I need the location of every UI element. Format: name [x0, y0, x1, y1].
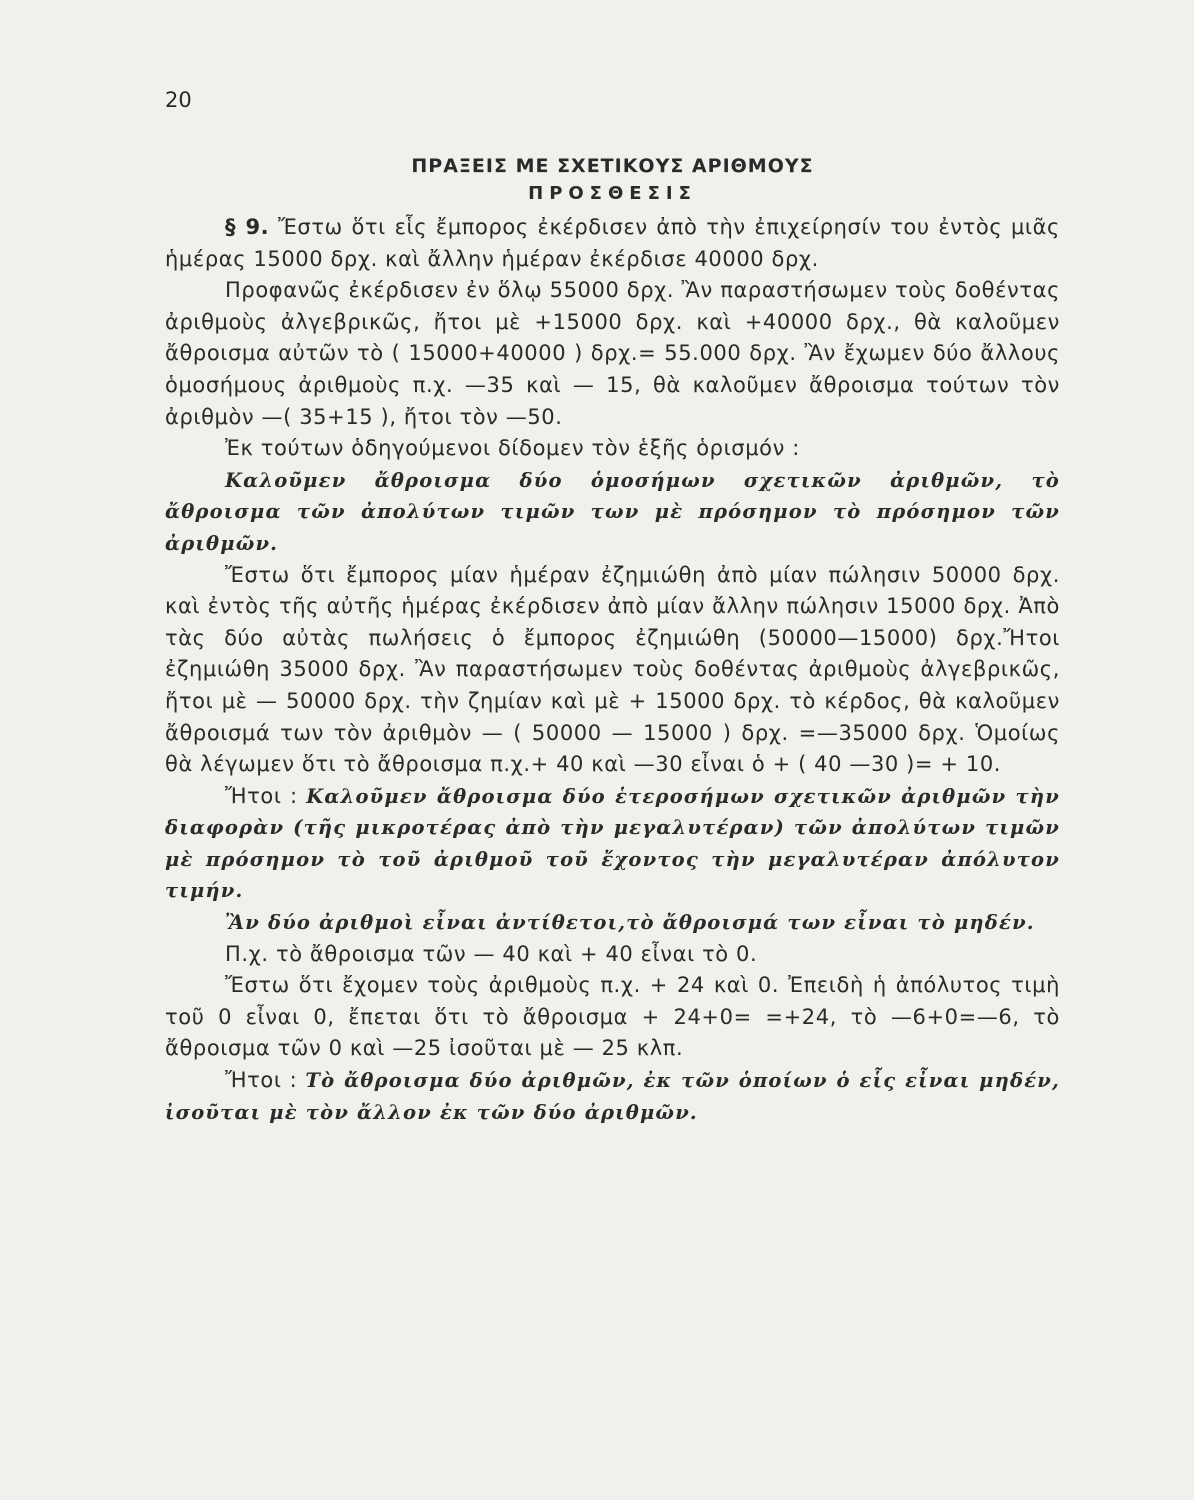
paragraph-1-text: Ἔστω ὅτι εἷς ἔμπορος ἐκέρδισεν ἀπὸ τὴν ἐπιχείρησίν του ἐντὸς μιᾶς ἡμέρας 15000 δρχ. καὶ ἄλλην ἡμέραν ἐκέρδισε 40000 δρχ.: [165, 215, 1060, 271]
paragraph-9: Ἔστω ὅτι ἔχομεν τοὺς ἀριθμοὺς π.χ. + 24 καὶ 0. Ἐπειδὴ ἡ ἀπόλυτος τιμὴ τοῦ 0 εἶναι 0, ἔπεται ὅτι τὸ ἄθροισμα + 24+0= =+24, τὸ —6+0=—6, τὸ ἄθροισμα τῶν 0 καὶ —25 ἰσοῦται μὲ — 25 κλπ.: [165, 973, 1060, 1061]
paragraph-8: Π.χ. τὸ ἄθροισμα τῶν — 40 καὶ + 40 εἶναι τὸ 0.: [225, 941, 758, 966]
section-number: § 9.: [225, 215, 270, 239]
paragraph-2: Προφανῶς ἐκέρδισεν ἐν ὅλῳ 55000 δρχ. Ἂν παραστήσωμεν τοὺς δοθέντας ἀριθμοὺς ἀλγεβρικῶς, ἤτοι μὲ +15000 δρχ. καὶ +40000 δρχ., θὰ καλοῦμεν ἄθροισμα αὐτῶν τὸ ( 15000+40000 ) δρχ.= 55.000 δρχ. Ἂν ἔχωμεν δύο ἄλλους ὁμοσήμους ἀριθμοὺς π.χ. —35 καὶ — 15, θὰ καλοῦμεν ἄθροισμα τούτων τὸν ἀριθμὸν —( 35+15 ), ἤτοι τὸν —50.: [165, 278, 1060, 429]
paragraph-10-lead: Ἤτοι :: [225, 1068, 306, 1093]
chapter-heading: ΠΡΑΞΕΙΣ ΜΕ ΣΧΕΤΙΚΟΥΣ ΑΡΙΘΜΟΥΣ: [411, 155, 814, 177]
paragraph-10: [165, 1065, 1060, 1128]
definition-opposite-sign: Καλοῦμεν ἄθροισμα δύο ἑτεροσήμων σχετικῶν ἀριθμῶν τὴν διαφορὰν (τῆς μικροτέρας ἀπὸ τὴν μεγαλυτέραν) τῶν ἀπολύτων τιμῶν μὲ πρόσημον τὸ τοῦ ἀριθμοῦ τοῦ ἔχοντος τὴν μεγαλυτέραν ἀπόλυτον τιμήν.: [165, 784, 1060, 903]
page-number: 20: [165, 88, 192, 112]
definition-zero-sum: Τὸ ἄθροισμα δύο ἀριθμῶν, ἐκ τῶν ὁποίων ὁ εἷς εἶναι μηδέν, ἰσοῦται μὲ τὸν ἄλλον ἐκ τῶν δύο ἀριθμῶν.: [165, 1069, 1060, 1124]
definition-opposites: Ἂν δύο ἀριθμοὶ εἶναι ἀντίθετοι,τὸ ἄθροισμά των εἶναι τὸ μηδέν.: [225, 911, 1035, 935]
paragraph-3: Ἐκ τούτων ὁδηγούμενοι δίδομεν τὸν ἑξῆς ὁρισμόν :: [225, 436, 800, 461]
paragraph-5: Ἔστω ὅτι ἔμπορος μίαν ἡμέραν ἐζημιώθη ἀπὸ μίαν πώλησιν 50000 δρχ. καὶ ἐντὸς τῆς αὐτῆς ἡμέρας ἐκέρδισεν ἀπὸ μίαν ἄλλην πώλησιν 15000 δρχ. Ἀπὸ τὰς δύο αὐτὰς πωλήσεις ὁ ἔμπορος ἐζημιώθη (50000—15000) δρχ.Ἤτοι ἐζημιώθη 35000 δρχ. Ἂν παραστήσωμεν τοὺς δοθέντας ἀριθμοὺς ἀλγεβρικῶς, ἤτοι μὲ — 50000 δρχ. τὴν ζημίαν καὶ μὲ + 15000 δρχ. τὸ κέρδος, θὰ καλοῦμεν ἄθροισμά των τὸν ἀριθμὸν — ( 50000 — 15000 ) δρχ. =—35000 δρχ. Ὁμοίως θὰ λέγωμεν ὅτι τὸ ἄθροισμα π.χ.+ 40 καὶ —30 εἶναι ὁ + ( 40 —30 )= + 10.: [165, 562, 1060, 777]
paragraph-1: [165, 212, 1060, 275]
paragraph-6-lead: Ἤτοι :: [225, 783, 307, 808]
book-page: [165, 88, 1060, 1128]
paragraph-6: [165, 781, 1060, 907]
section-subheading: ΠΡΟΣΘΕΣΙΣ: [528, 183, 697, 204]
definition-same-sign: Καλοῦμεν ἄθροισμα δύο ὁμοσήμων σχετικῶν ἀριθμῶν, τὸ ἄθροισμα τῶν ἀπολύτων τιμῶν των μὲ πρόσημον τὸ πρόσημον τῶν ἀριθμῶν.: [165, 468, 1060, 555]
